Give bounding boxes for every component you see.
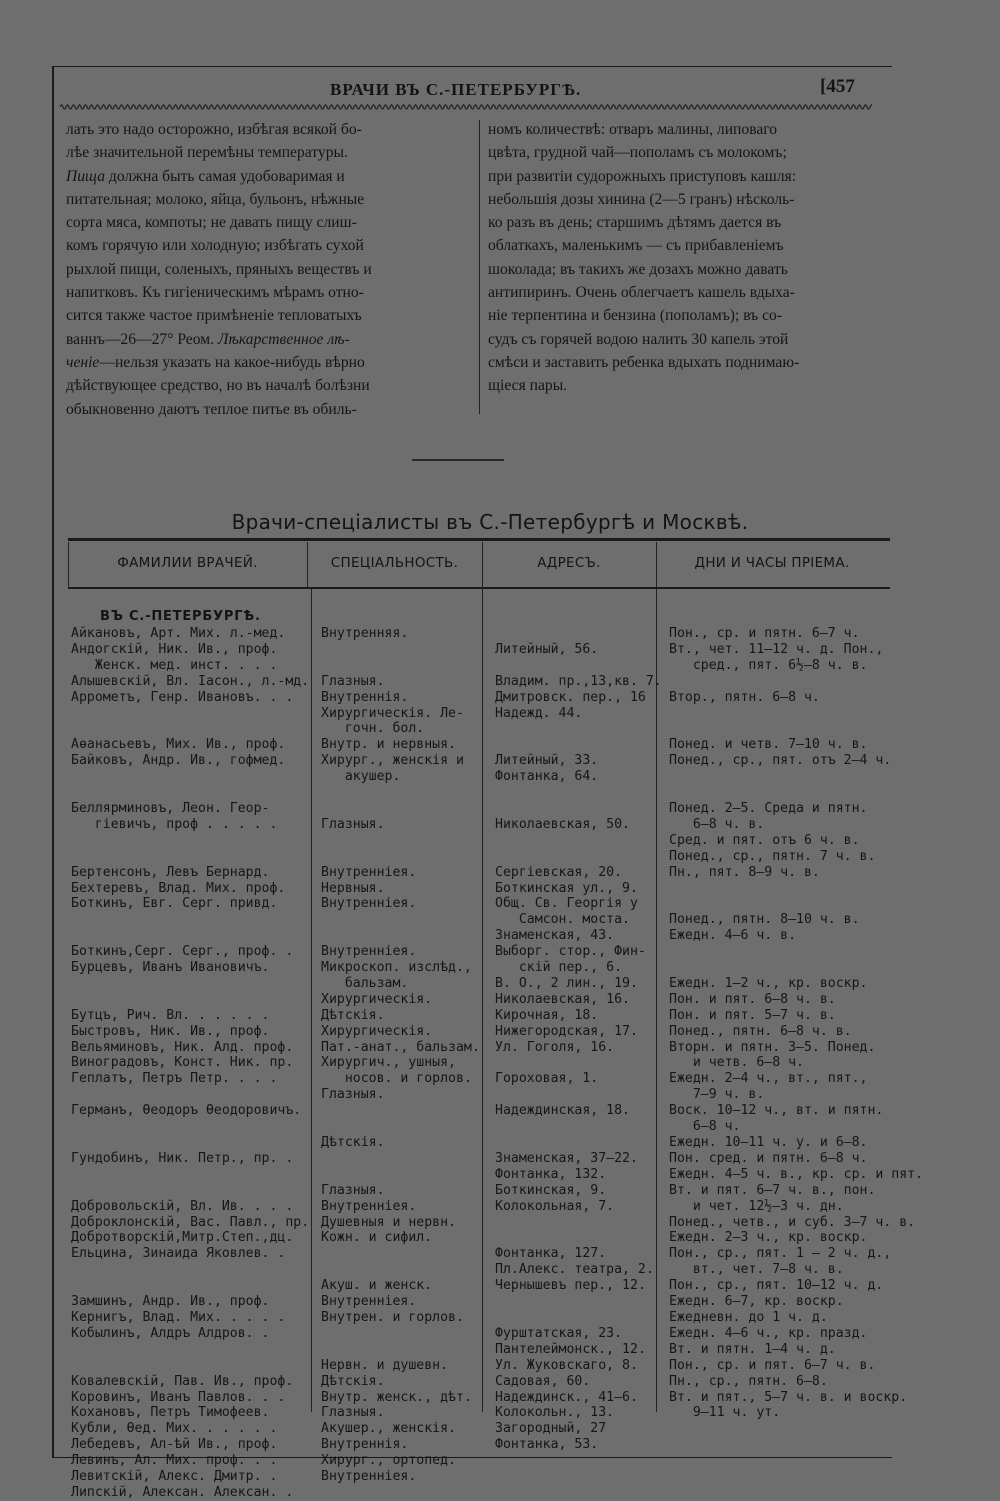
article-line: комъ горячую или холодную; избѣгать сухой: [66, 237, 364, 255]
article-line: [66, 351, 470, 374]
article-line: лать это надо осторожно, избѣгая всякой бо-: [66, 121, 362, 138]
specialty-column: Внутренняя. Глазныя. Внутреннія. Хирургическія. Ле- гочн. бол. Внутр. и нервныя. Хирург., женскія и акушер. Глазныя. Внутренніея. Нервныя. Внутренніея. Внутренніея. Микроскоп. изслѣд., бальзам. Хирургическія. Дѣтскія. Хирургическія. Пат.-анат., бальзам. Хирургич., ушныя, носов. и горлов. Глазныя. Дѣтскія. Глазныя. Внутренніея. Душевныя и нервн. Кожн. и сифил. Акуш. и женск. Внутренніея. Внутрен. и горлов. Нервн. и душевн. Дѣтскія. Внутр. женск., дѣт. Глазныя. Акушер., женскія. Внутреннія. Хирург., ортопед. Внутренніея.: [321, 626, 480, 1485]
article-line: судъ съ горячей водою налить 30 капель этой: [488, 330, 789, 348]
doctor-names-column: Айкановъ, Арт. Мих. л.-мед. Андогскій, Ник. Ив., проф. Женск. мед. инст. . . . Алышевскій, Вл. Іасон., л.-мд. Аррометъ, Генр. Ивановъ. . . Аѳанасьевъ, Мих. Ив., проф. Байковъ, Андр. Ив., гофмед. Беллярминовъ, Леон. Геор- гіевичъ, проф . . . . . Бертенсонъ, Левъ Бернард. Бехтеревъ, Влад. Мих. проф. Боткинъ, Евг. Серг. привд. Боткинъ,Серг. Серг., проф. . Бурцевъ, Иванъ Ивановичъ. Бутцъ, Рич. Вл. . . . . . Быстровъ, Ник. Ив., проф. Вельяминовъ, Ник. Алд. проф. Виноградовъ, Конст. Ник. пр. Геплатъ, Петръ Петр. . . . Германъ, Ѳеодоръ Ѳеодоровичъ. Гундобинъ, Ник. Петр., пр. . Добровольскій, Вл. Ив. . . . Доброклонскій, Вас. Павл., пр. Добротворскій,Митр.Степ.,дц. Ельцина, Зинаида Яковлев. . Замшинъ, Андр. Ив., проф. Кернигъ, Влад. Мих. . . . . Кобылинъ, Алдръ Алдров. . Ковалевскій, Пав. Ив., проф. Коровинъ, Иванъ Павлов. . . Кохановъ, Петръ Тимофеев. Кубли, Ѳед. Мих. . . . . . Лебедевъ, Ал-ѣй Ив., проф. Левинъ, Ал. Мих. проф. . . Левитскій, Алекс. Дмитр. . Липскій, Алексан. Алексан. .: [71, 626, 310, 1500]
table-left-border: [68, 542, 69, 589]
article-line: номъ количествѣ: отваръ малины, липоваго: [488, 121, 778, 138]
table-header-rule: [68, 587, 890, 589]
article-left-column: [66, 118, 470, 421]
article-line: ко разъ въ день; старшимъ дѣтямъ дается въ: [488, 214, 782, 232]
article-line: сорта мяса, компоты; не давать пищу слиш-: [66, 214, 357, 232]
line-segment: ваннъ—26—27° Реом.: [66, 330, 218, 348]
reception-hours-column: Пон., ср. и пятн. 6—7 ч. Вт., чет. 11—12 ч. д. Пон., сред., пят. 6½—8 ч. в. Втор., пятн. 6—8 ч. Понед. и четв. 7—10 ч. в. Понед., ср., пят. отъ 2—4 ч. Понед. 2—5. Среда и пятн. 6—8 ч. в. Сред. и пят. отъ 6 ч. в. Понед., ср., пятн. 7 ч. в. Пн., пят. 8—9 ч. в. Понед., пятн. 8—10 ч. в. Ежедн. 4—6 ч. в. Ежедн. 1—2 ч., кр. воскр. Пон. и пят. 6—8 ч. в. Пон. и пят. 5—7 ч. в. Понед., пятн. 6—8 ч. в. Вторн. и пятн. 3—5. Понед. и четв. 6—8 ч. Ежедн. 2—4 ч., вт., пят., 7—9 ч. в. Воск. 10—12 ч., вт. и пятн. 6—8 ч. Ежедн. 10—11 ч. у. и 6—8. Пон. сред. и пятн. 6—8 ч. Ежедн. 4—5 ч. в., кр. ср. и пят. Вт. и пят. 6—7 ч. в., пон. и чет. 12½—3 ч. дн. Понед., четв., и суб. 3—7 ч. в. Ежедн. 2—3 ч., кр. воскр. Пон., ср., пят. 1 — 2 ч. д., вт., чет. 7—8 ч. в. Пон., ср., пят. 10—12 ч. д. Ежедн. 6—7, кр. воскр. Ежедневн. до 1 ч. д. Ежедн. 4—6 ч., кр. празд. Вт. и пятн. 1—4 ч. д. Пон., ср. и пят. 6—7 ч. в. Пн., ср., пятн. 6—8. Вт. и пят., 5—7 ч. в. и воскр. 9—11 ч. ут.: [669, 626, 924, 1421]
header-address: АДРЕСЪ.: [537, 555, 601, 571]
article-line: [66, 165, 470, 188]
article-line: при развитіи судорожныхъ приступовъ кашля:: [488, 167, 797, 185]
header-specialty: СПЕЦІАЛЬНОСТЬ.: [330, 555, 459, 571]
header-names: ФАМИЛИИ ВРАЧЕЙ.: [117, 555, 258, 571]
article-line: [66, 328, 470, 351]
article-line: антипиринъ. Очень облегчаетъ кашель вдыха-: [488, 284, 795, 302]
city-heading: ВЪ С.-ПЕТЕРБУРГѢ.: [100, 609, 261, 624]
article-line: сится также частое примѣненіе тепловатыхъ: [66, 307, 362, 325]
article-line: небольшія дозы хинина (2—5 гранъ) нѣсколь-: [488, 190, 795, 208]
article-line: шоколада; въ такихъ же дозахъ можно давать: [488, 260, 788, 278]
article-line: рыхлой пищи, соленыхъ, пряныхъ веществъ и: [66, 260, 372, 278]
article-line: щіеся пары.: [488, 377, 568, 395]
wavy-divider: [60, 102, 872, 112]
article-right-column: [488, 118, 886, 398]
italic-term: Пища: [66, 167, 106, 185]
column-divider: [479, 120, 480, 414]
column-rule-1-body: [311, 589, 312, 1412]
italic-term: Лѣкарственное лѣ-: [217, 330, 350, 348]
column-rule-1: [307, 542, 308, 589]
section-separator: [412, 459, 504, 461]
column-rule-2: [482, 542, 483, 1412]
article-line: питательная; молоко, яйца, бульонъ, нѣжные: [66, 190, 365, 208]
header-hours: ДНИ И ЧАСЫ ПРІЕМА.: [694, 555, 850, 571]
article-line: лѣе значительной перемѣны температуры.: [66, 144, 348, 162]
article-line: цвѣта, грудной чай—пополамъ съ молокомъ;: [488, 144, 787, 162]
italic-term: ченіе: [66, 353, 100, 371]
article-line: обыкновенно даютъ теплое питье въ обиль-: [66, 400, 357, 418]
running-title: ВРАЧИ ВЪ С.-ПЕТЕРБУРГѢ.: [330, 80, 582, 99]
line-segment: должна быть самая удобоваримая и: [105, 167, 345, 185]
article-line: дѣйствующее средство, но въ началѣ болѣзни: [66, 377, 370, 395]
article-line: облаткахъ, маленькимъ — съ прибавленіемъ: [488, 237, 784, 255]
page-number: [457: [820, 76, 855, 97]
line-segment: —нельзя указать на какое-нибудь вѣрно: [99, 353, 365, 371]
directory-title: Врачи-спеціалисты въ С.-Петербургѣ и Москвѣ.: [231, 510, 749, 534]
article-line: напитковъ. Къ гигіеническимъ мѣрамъ отно-: [66, 284, 364, 302]
table-top-rule: [68, 538, 890, 541]
address-column: Литейный, 56. Владим. пр.,13,кв. 7. Дмитровск. пер., 16 Надежд. 44. Литейный, 33. Фонтанка, 64. Николаевская, 50. Сергіевская, 20. Боткинская ул., 9. Общ. Св. Георгія у Самсон. моста. Знаменская, 43. Выборг. стор., Фин- скій пер., 6. В. О., 2 лин., 19. Николаевская, 16. Кирочная, 18. Нижегородская, 17. Ул. Гоголя, 16. Гороховая, 1. Надеждинская, 18. Знаменская, 37—22. Фонтанка, 132. Боткинская, 9. Колокольная, 7. Фонтанка, 127. Пл.Алекс. театра, 2. Чернышевъ пер., 12. Фурштатская, 23. Пантелеймонск., 12. Ул. Жуковскаго, 8. Садовая, 60. Надеждинск., 41—6. Колокольн., 13. Загородный, 27 Фонтанка, 53.: [495, 641, 662, 1453]
article-line: ніе терпентина и бензина (пополамъ); въ со-: [488, 307, 783, 325]
article-line: смѣси и заставить ребенка вдыхать поднимаю-: [488, 353, 800, 371]
